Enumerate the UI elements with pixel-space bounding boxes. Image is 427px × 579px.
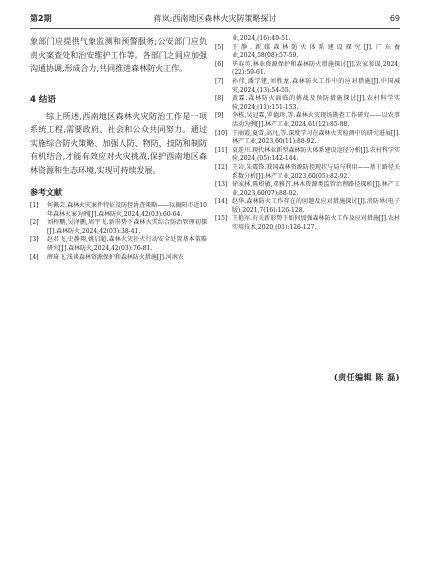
- reference-item: [215, 130, 400, 147]
- page-number: 69: [389, 14, 400, 23]
- reference-item: [215, 95, 400, 112]
- reference-item: [30, 236, 207, 253]
- reference-text: 赵华.森林防火工作存在的问题及应对措施探讨[J].消防界(电子版),2021,7(16):126-128.: [232, 198, 400, 214]
- reference-number: [13]: [215, 181, 228, 189]
- reference-number: [14]: [215, 198, 228, 206]
- intro-paragraph: 象部门应提供气象监测和预警服务;公安部门应负责火案查处和治安维护工作等。各部门之间应加强沟通协调,形成合力,共同推进森林防火工作。: [30, 37, 207, 73]
- reference-continuation: 业,2024,(16):49-51.: [232, 35, 291, 42]
- reference-text: 黄霖.森林防火面临的挑战及预防措施探讨[J].农村科学实验,2024,(11):151-153.: [232, 95, 400, 111]
- reference-item: [30, 202, 207, 219]
- reference-item: [215, 78, 400, 95]
- reference-number: [3]: [30, 236, 39, 244]
- reference-item: [215, 215, 400, 232]
- reference-number: [4]: [30, 253, 39, 261]
- right-column: [215, 35, 400, 233]
- reference-item: [215, 164, 400, 181]
- reference-number: [2]: [30, 219, 39, 227]
- conclusion-heading: 4 结语: [30, 94, 56, 105]
- reference-item: [215, 61, 400, 78]
- reference-text: 毕春英.林业资源保护和森林防火措施探讨[J].农家参谋,2024,(22):59-61.: [232, 60, 400, 77]
- issue-number: 第2期: [30, 14, 52, 23]
- reference-item: [30, 254, 207, 263]
- reference-number: [11]: [215, 146, 228, 154]
- left-column: [30, 35, 207, 262]
- reference-number: [10]: [215, 129, 228, 137]
- reference-item: [215, 44, 400, 61]
- reference-text: 王静.新媒森林防火体系建设探究[J].广东蚕业,2024,58(08):57-59.: [232, 43, 400, 60]
- reference-number: [1]: [30, 202, 39, 209]
- reference-number: [7]: [215, 77, 224, 85]
- reference-list-right: [215, 44, 400, 233]
- conclusion-paragraph: 综上所述,西南地区森林火灾防治工作是一项系统工程,需要政府、社会和公众共同努力。通过实施综合防火策略、加强人防、物防、技防和制防有机结合,才能有效应对火灾挑战,保护西南地区森林资源和生态环境,实现可持续发展。: [30, 111, 207, 175]
- reference-text: 徐家林,陈积敏,邓雅召.林木资源类监管治理路径探析[J].林产工业,2023,60(07):88-92.: [232, 181, 400, 197]
- reference-text: 孙伟,潘学建,刘胜龙.森林防火工作中的应对措施[J].中国减灾,2024,(13):54-55.: [232, 77, 400, 94]
- reference-item: [215, 147, 400, 164]
- reference-text: 赵君飞,史静翔,姚启超.森林火灾扑火行动安全处置基本策略研究[J].森林防火,2024,42(03):76-81.: [47, 236, 207, 252]
- references-heading: 参考文献: [30, 188, 62, 197]
- reference-text: 李栋,吴冠霖,罗德珍,等.森林火灾现场勘查工作研究——以农事活动为例[J].林产工业,2024,61(12):85-88.: [232, 112, 400, 128]
- reference-number: [6]: [215, 60, 224, 68]
- reference-number: [15]: [215, 215, 228, 223]
- reference-item: [215, 181, 400, 198]
- running-title: 蒋岚:西南地区森林火灾防策略探讨: [153, 14, 277, 23]
- reference-item: [30, 219, 207, 236]
- reference-item: [215, 112, 400, 129]
- reference-text: 袁连川.现代林业新型森林防火体系建设途径分析[J].农村科学实验,2024,(05):142-144.: [232, 146, 400, 163]
- responsible-editor: (责任编辑 陈 磊): [333, 372, 400, 382]
- reference-text: 薛琦飞.浅谈森林资源保护和森林防火措施[J].河南农: [47, 253, 184, 261]
- running-header: [30, 10, 400, 29]
- reference-text: 刘梓鹏,吴泽鹏,周宇飞.新形势下森林火灾综合防治管理初探[J].森林防火,2024,42(03):38-41.: [47, 219, 207, 235]
- reference-text: 王丽霞,夏雪,高凡,等.深度学习在森林火灾检测中的研究进展[J].林产工业,2023,60(11):88-92.: [232, 129, 400, 146]
- reference-number: [9]: [215, 112, 224, 120]
- reference-text: 王岩,朱震锋.我国森林资源防控现状与局与利用——基于路径关系数分析[J].林产工业,2023,60(05):82-92.: [232, 163, 400, 180]
- reference-list-left: [30, 202, 207, 262]
- reference-number: [8]: [215, 95, 224, 103]
- reference-number: [12]: [215, 163, 228, 171]
- reference-text: 何佩芸.森林火灾案件特征及防控协查策略——以揭阳市近10年森林火案为例[J].森林防火,2024,42(03):60-64.: [47, 202, 207, 218]
- reference-item: [215, 198, 400, 215]
- reference-text: 王艳军.有关新形势下如何加强森林防火工作及应对措施[J].农村实用技术,2020,(01):126-127.: [232, 215, 400, 232]
- reference-number: [5]: [215, 43, 224, 51]
